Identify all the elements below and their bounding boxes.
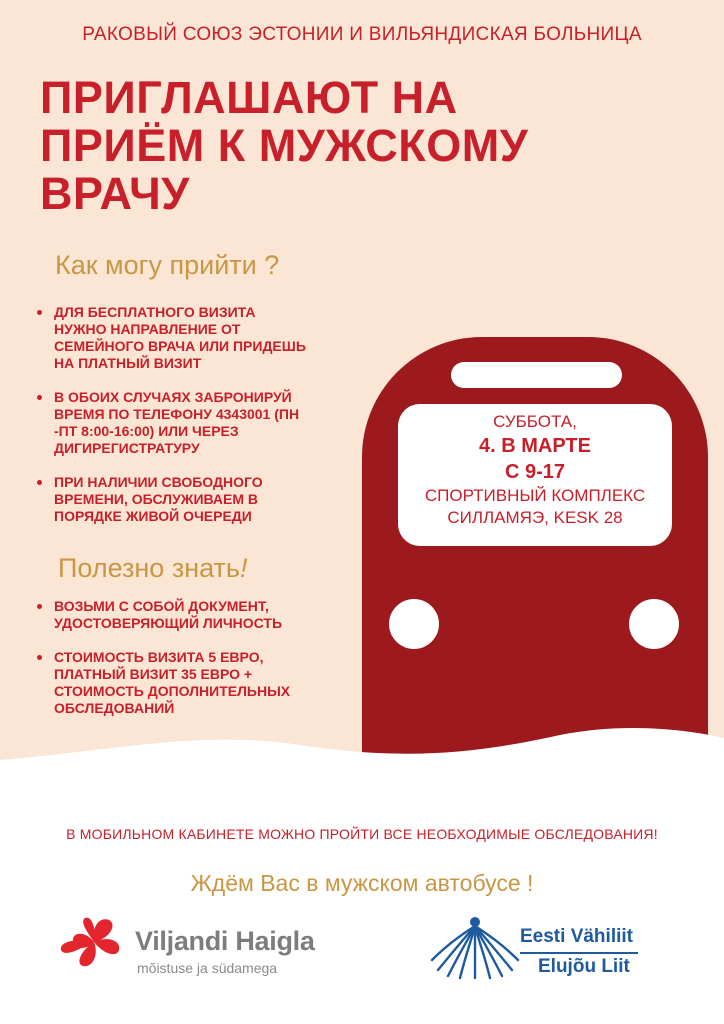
estonia-sub: Elujõu Liit bbox=[538, 956, 630, 977]
item-line: ПЛАТНЫЙ ВИЗИТ 35 ЕВРО + bbox=[54, 666, 253, 682]
title-line: ВРАЧУ bbox=[40, 168, 190, 219]
item-line: ВОЗЬМИ С СОБОЙ ДОКУМЕНТ, bbox=[54, 598, 269, 614]
mobile-cabinet-note: В МОБИЛЬНОМ КАБИНЕТЕ МОЖНО ПРОЙТИ ВСЕ НЕОБХОДИМЫЕ ОБСЛЕДОВАНИЯ! bbox=[66, 826, 658, 842]
list-item bbox=[34, 474, 374, 525]
title-line: ПРИГЛАШАЮТ НА bbox=[40, 72, 458, 123]
bus-headlight-left bbox=[389, 599, 439, 649]
item-line: -ПТ 8:00-16:00) ИЛИ ЧЕРЕЗ bbox=[54, 423, 239, 439]
estonia-name: Eesti Vähiliit bbox=[520, 926, 633, 947]
organizations-header: РАКОВЫЙ СОЮЗ ЭСТОНИИ И ВИЛЬЯНДИСКАЯ БОЛЬНИЦА bbox=[82, 24, 642, 45]
main-title bbox=[40, 74, 700, 218]
eesti-vahiliit-logo bbox=[430, 912, 670, 987]
slogan: Ждём Вас в мужском автобусе ! bbox=[190, 870, 534, 896]
event-date: 4. В МАРТЕ bbox=[479, 435, 591, 457]
item-line: НУЖНО НАПРАВЛЕНИЕ ОТ bbox=[54, 321, 241, 337]
event-day: СУББОТА, bbox=[493, 412, 577, 431]
blue-ray-emblem-icon bbox=[430, 912, 520, 984]
item-line: СТОИМОСТЬ ВИЗИТА 5 ЕВРО, bbox=[54, 649, 264, 665]
item-line: НА ПЛАТНЫЙ ВИЗИТ bbox=[54, 355, 202, 371]
item-line: СТОИМОСТЬ ДОПОЛНИТЕЛЬНЫХ bbox=[54, 683, 291, 699]
how-to-come-heading: Как могу прийти ? bbox=[55, 250, 280, 280]
bus-top-vent bbox=[451, 362, 622, 388]
how-to-come-list bbox=[34, 304, 374, 542]
event-address: СИЛЛАМЯЭ, KESK 28 bbox=[447, 508, 623, 527]
event-time: С 9-17 bbox=[504, 461, 566, 483]
item-line: ВРЕМЕНИ, ОБСЛУЖИВАЕМ В bbox=[54, 491, 259, 507]
useful-heading-text: Полезно знать bbox=[58, 553, 240, 583]
list-item bbox=[34, 389, 374, 457]
item-line: ПРИ НАЛИЧИИ СВОБОДНОГО bbox=[54, 474, 263, 490]
red-heart-flower-icon bbox=[55, 912, 133, 978]
item-line: ВРЕМЯ ПО ТЕЛЕФОНУ 4343001 (ПН bbox=[54, 406, 300, 422]
logo-divider bbox=[520, 952, 638, 954]
item-line: ДИГИРЕГИСТРАТУРУ bbox=[54, 440, 200, 456]
item-line: ОБСЛЕДОВАНИЙ bbox=[54, 700, 175, 716]
item-line: ПОРЯДКЕ ЖИВОЙ ОЧЕРЕДИ bbox=[54, 508, 252, 524]
list-item bbox=[34, 304, 374, 372]
event-venue: СПОРТИВНЫЙ КОМПЛЕКС bbox=[424, 486, 646, 505]
viljandi-haigla-logo bbox=[55, 912, 325, 982]
viljandi-name: Viljandi Haigla bbox=[135, 926, 315, 956]
item-line: В ОБОИХ СЛУЧАЯХ ЗАБРОНИРУЙ bbox=[54, 389, 292, 405]
useful-heading bbox=[58, 553, 247, 584]
bus-headlight-right bbox=[629, 599, 679, 649]
item-line: ДЛЯ БЕСПЛАТНОГО ВИЗИТА bbox=[54, 304, 256, 320]
viljandi-tagline: mõistuse ja südamega bbox=[137, 960, 278, 976]
title-line: ПРИЁМ К МУЖСКОМУ bbox=[40, 120, 529, 171]
item-line: УДОСТОВЕРЯЮЩИЙ ЛИЧНОСТЬ bbox=[54, 615, 283, 631]
item-line: СЕМЕЙНОГО ВРАЧА ИЛИ ПРИДЕШЬ bbox=[54, 338, 306, 354]
list-item bbox=[34, 598, 374, 632]
useful-heading-mark: ! bbox=[239, 553, 248, 583]
bus-window-info bbox=[398, 404, 672, 546]
